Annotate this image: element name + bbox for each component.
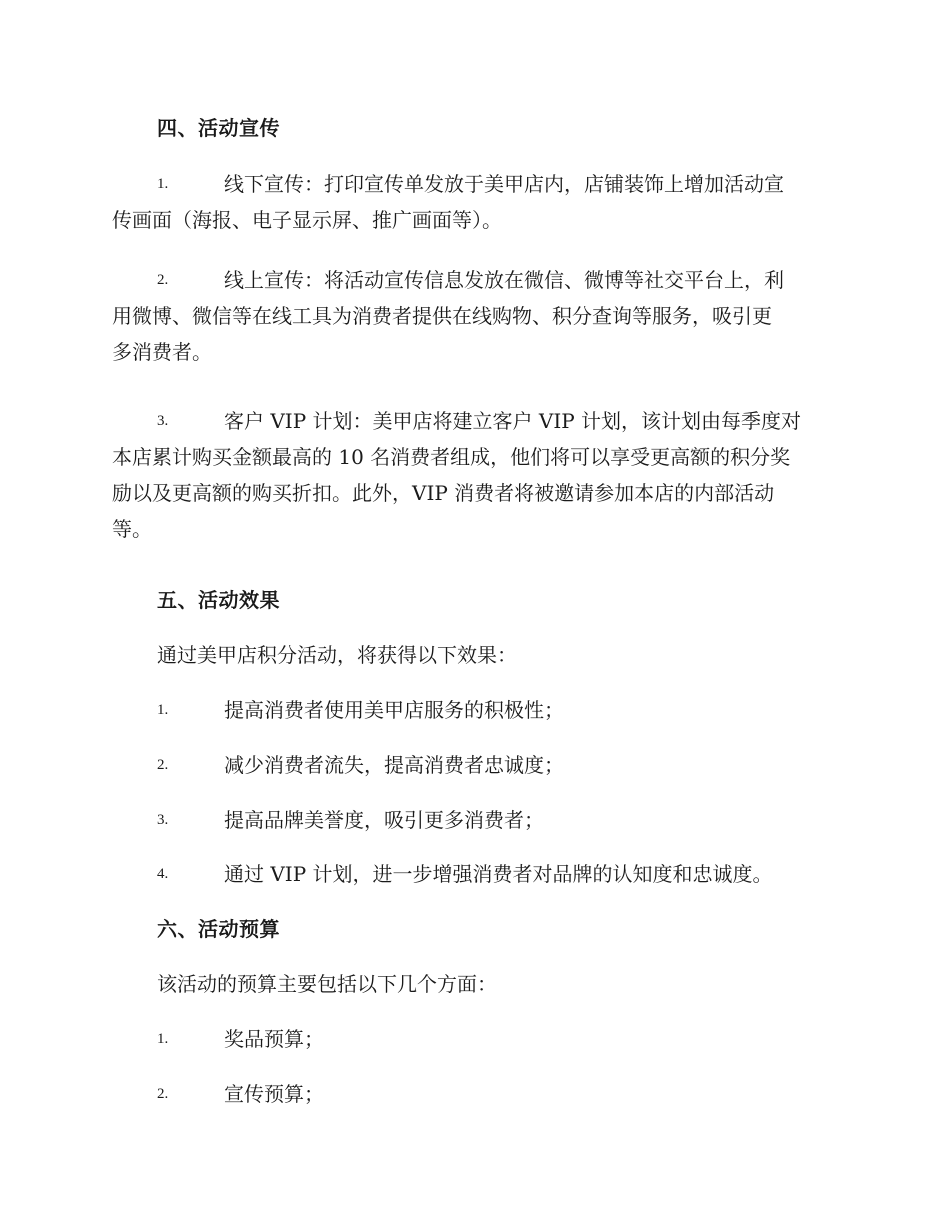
list-item-text-cont: 用微博、微信等在线工具为消费者提供在线购物、积分查询等服务，吸引更: [112, 304, 772, 328]
list-item-text: 奖品预算；: [224, 1027, 324, 1051]
section-intro-budget: 该活动的预算主要包括以下几个方面：: [157, 972, 497, 996]
list-item-text: 提高消费者使用美甲店服务的积极性；: [224, 698, 564, 722]
list-item: [112, 166, 842, 238]
list-number: 1.: [157, 176, 169, 192]
section-intro-effect: 通过美甲店积分活动，将获得以下效果：: [157, 643, 517, 667]
list-item-text-cont: 等。: [112, 517, 152, 541]
list-item-text-cont: 传画面（海报、电子显示屏、推广画面等）。: [112, 208, 502, 232]
list-number: 1.: [157, 1031, 169, 1047]
list-item: [112, 262, 842, 370]
list-number: 2.: [157, 1086, 169, 1102]
list-item-text: 提高品牌美誉度，吸引更多消费者；: [224, 808, 544, 832]
list-item-text: 线上宣传：将活动宣传信息发放在微信、微博等社交平台上，利: [224, 268, 784, 292]
list-item-text: 客户 VIP 计划：美甲店将建立客户 VIP 计划，该计划由每季度对: [224, 409, 802, 433]
list-item-text-cont: 本店累计购买金额最高的 10 名消费者组成，他们将可以享受更高额的积分奖: [112, 445, 791, 469]
list-number: 4.: [157, 866, 169, 882]
section-heading-promo: 四、活动宣传: [157, 116, 280, 140]
list-number: 2.: [157, 757, 169, 773]
list-item-text-cont: 励以及更高额的购买折扣。此外，VIP 消费者将被邀请参加本店的内部活动: [112, 481, 775, 505]
list-item-text: 通过 VIP 计划，进一步增强消费者对品牌的认知度和忠诚度。: [224, 862, 773, 886]
list-item: [112, 403, 842, 547]
list-item-text: 线下宣传：打印宣传单发放于美甲店内，店铺装饰上增加活动宣: [224, 172, 784, 196]
list-item-text-cont: 多消费者。: [112, 340, 212, 364]
list-item-text: 减少消费者流失，提高消费者忠诚度；: [224, 753, 564, 777]
list-number: 1.: [157, 702, 169, 718]
list-item-text: 宣传预算；: [224, 1082, 324, 1106]
section-heading-effect: 五、活动效果: [157, 588, 280, 612]
list-number: 3.: [157, 812, 169, 828]
list-number: 3.: [157, 413, 169, 429]
list-number: 2.: [157, 272, 169, 288]
section-heading-budget: 六、活动预算: [157, 917, 280, 941]
